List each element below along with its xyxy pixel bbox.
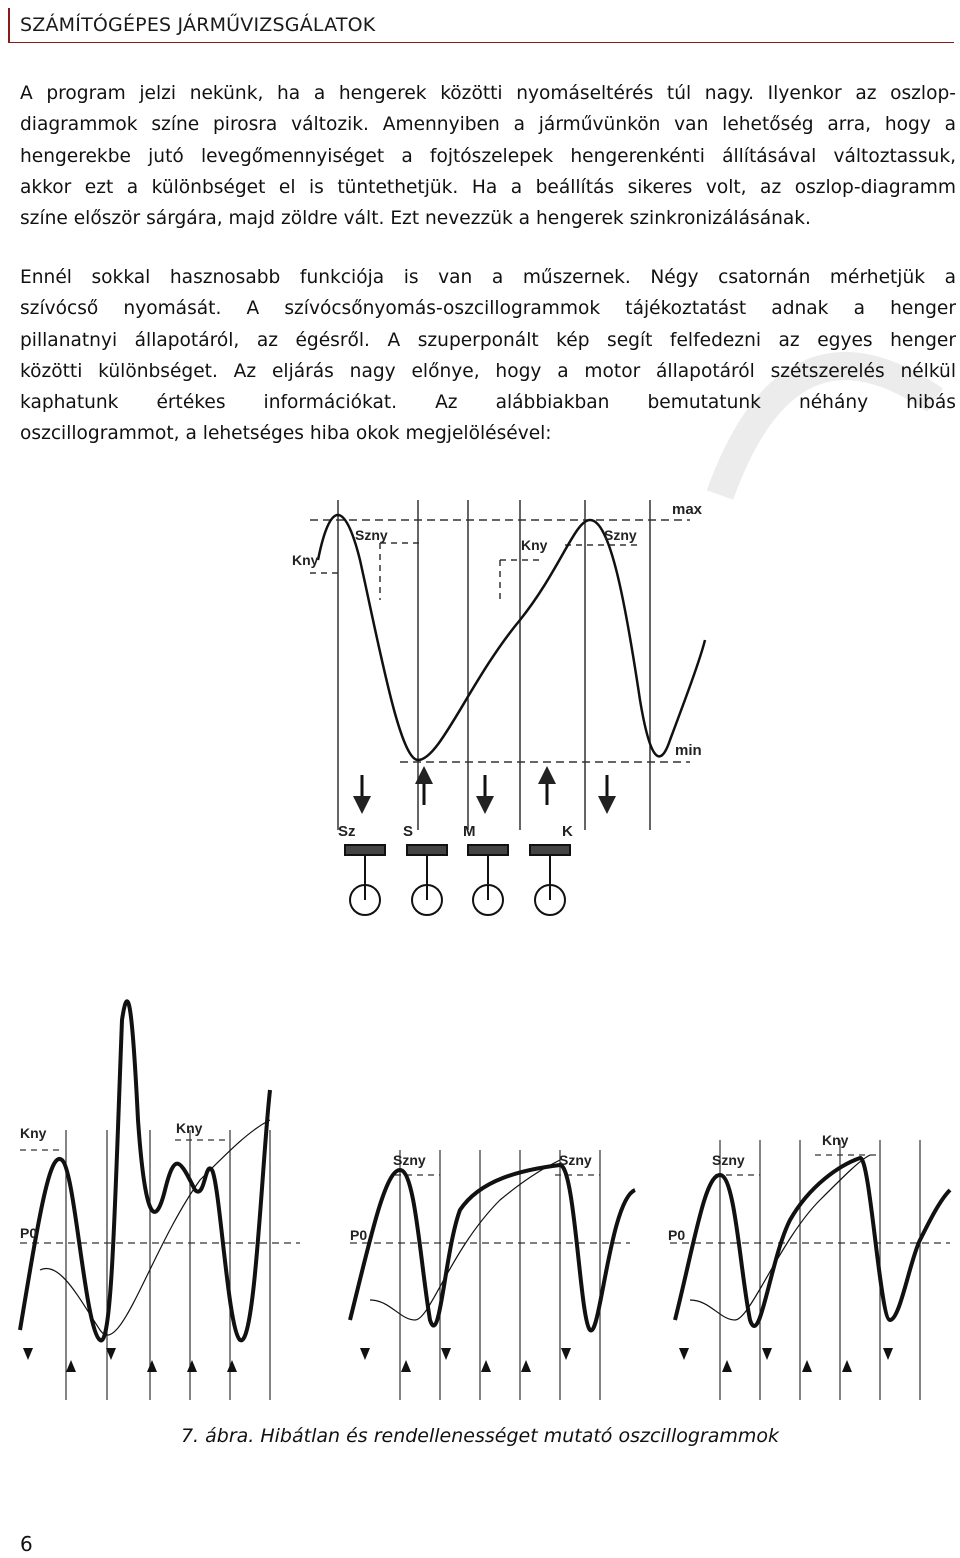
label-min: min — [675, 742, 702, 759]
panel3-label-kny: Kny — [822, 1132, 849, 1148]
paragraph-line: kaphatunk értékes információkat. Az alábbiakban bemutatunk néhány hibás — [20, 392, 956, 414]
paragraph-line: oszcillogrammot, a lehetséges hiba okok megjelölésével: — [20, 423, 552, 445]
panel1-label-kny-b: Kny — [176, 1120, 203, 1136]
bottom-panel-3 — [670, 1140, 950, 1400]
stroke-label-sz: Sz — [338, 823, 356, 840]
top-oscillogram — [310, 500, 705, 915]
label-szny-2: Szny — [604, 527, 637, 543]
stroke-label-k: K — [562, 823, 573, 840]
bottom-panel-2 — [350, 1150, 635, 1400]
stroke-label-m: M — [463, 823, 476, 840]
panel2-label-szny-b: Szny — [559, 1152, 592, 1168]
paragraph-line: Ennél sokkal hasznosabb funkciója is van a műszernek. Négy csatornán mérhetjük a — [20, 267, 956, 288]
paragraph-line: hengerekbe jutó levegőmennyiséget a fojtószelepek hengerenkénti állításával változtassuk, — [20, 145, 956, 167]
bottom-panel-1 — [20, 1001, 300, 1400]
paragraph-line: közötti különbséget. Az eljárás nagy előnye, hogy a motor állapotáról szétszerelés nélkül — [20, 360, 956, 382]
label-szny-1: Szny — [355, 527, 388, 543]
label-kny-2: Kny — [521, 537, 548, 553]
panel3-label-p0: P0 — [668, 1227, 686, 1243]
figure-caption: 7. ábra. Hibátlan és rendellenességet mutató oszcillogrammok — [180, 1425, 780, 1447]
label-max: max — [672, 501, 703, 518]
panel3-label-szny: Szny — [712, 1152, 745, 1168]
paragraph-line: szívócső nyomását. A szívócsőnyomás-oszcillogrammok tájékoztatást adnak a henger — [20, 298, 956, 320]
header-title: SZÁMÍTÓGÉPES JÁRMŰVIZSGÁLATOK — [20, 14, 376, 36]
label-kny-1: Kny — [292, 552, 319, 568]
paragraph-line: diagrammok színe pirosra változik. Amennyiben a járművünkön van lehetőség arra, hogy a — [20, 114, 956, 136]
paragraph-line: akkor ezt a különbséget el is tüntethetjük. Ha a beállítás sikeres volt, az oszlop-diagramm — [20, 176, 956, 198]
stroke-label-s: S — [403, 823, 414, 840]
page-number: 6 — [20, 1532, 33, 1556]
panel1-label-kny-a: Kny — [20, 1125, 47, 1141]
panel2-label-p0: P0 — [350, 1227, 368, 1243]
panel1-label-p0: P0 — [20, 1225, 38, 1241]
paragraph-line: pillanatnyi állapotáról, az égésről. A szuperponált kép segít felfedezni az egyes henger — [20, 329, 956, 351]
piston-icons — [345, 845, 570, 915]
panel2-label-szny-a: Szny — [393, 1152, 426, 1168]
paragraph-line: A program jelzi nekünk, ha a hengerek közötti nyomáseltérés túl nagy. Ilyenkor az oszlop- — [20, 83, 956, 104]
paragraph-line: színe először sárgára, majd zöldre vált. Ezt nevezzük a hengerek szinkronizálásának. — [20, 208, 811, 230]
